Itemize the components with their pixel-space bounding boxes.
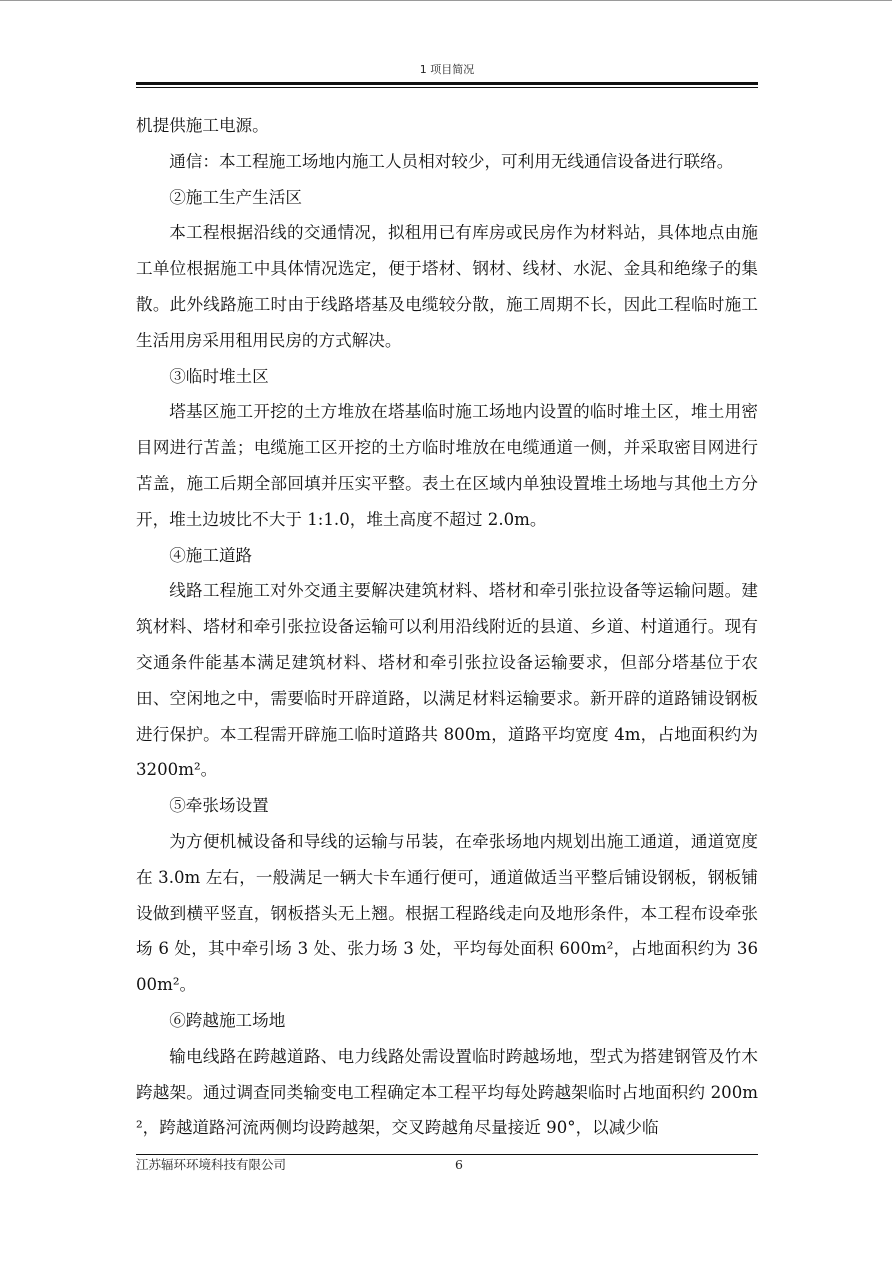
paragraph: 塔基区施工开挖的土方堆放在塔基临时施工场地内设置的临时堆土区，堆土用密目网进行苫盖；电缆施工区开挖的土方临时堆放在电缆通道一侧，并采取密目网进行苫盖，施工后期全部回填并压实平整。表土在区域内单独设置堆土场地与其他土方分开，堆土边坡比不大于 1:1.0，堆土高度不超过 2.0m。 — [136, 402, 758, 529]
footer-company: 江苏辐环环境科技有限公司 — [136, 1157, 287, 1172]
subheading: ⑤牵张场设置 — [169, 796, 269, 816]
paragraph: 通信：本工程施工场地内施工人员相对较少，可利用无线通信设备进行联络。 — [169, 151, 734, 171]
page-number: 6 — [455, 1157, 463, 1172]
paragraph: 为方便机械设备和导线的运输与吊装，在牵张场地内规划出施工通道，通道宽度在 3.0m 左右，一般满足一辆大卡车通行便可，通道做适当平整后铺设钢板，钢板铺设做到横平竖直，钢板搭头无上翘。根据工程路线走向及地形条件，本工程布设牵张场 6 处，其中牵引场 3 处、张力场 3 处，平均每处面积 600m²，占地面积约为 3600m²。 — [136, 831, 758, 995]
page-top-border — [0, 0, 892, 1]
header-rule — [136, 82, 758, 85]
paragraph: 线路工程施工对外交通主要解决建筑材料、塔材和牵引张拉设备等运输问题。建筑材料、塔材和牵引张拉设备运输可以利用沿线附近的县道、乡道、村道通行。现有交通条件能基本满足建筑材料、塔材和牵引张拉设备运输要求，但部分塔基位于农田、空闲地之中，需要临时开辟道路，以满足材料运输要求。新开辟的道路铺设钢板进行保护。本工程需开辟施工临时道路共 800m，道路平均宽度 4m，占地面积约为 3200m²。 — [136, 581, 758, 780]
subheading: ④施工道路 — [169, 545, 253, 565]
header-rule-thin — [136, 87, 758, 88]
paragraph: 机提供施工电源。 — [136, 116, 269, 135]
body-text — [136, 108, 758, 1146]
running-header: 1 项目简况 — [419, 63, 475, 76]
subheading: ③临时堆土区 — [169, 366, 269, 386]
paragraph: 输电线路在跨越道路、电力线路处需设置临时跨越场地，型式为搭建钢管及竹木跨越架。通过调查同类输变电工程确定本工程平均每处跨越架临时占地面积约 200m²，跨越道路河流两侧均设跨越架，交叉跨越角尽量接近 90°，以减少临 — [136, 1046, 758, 1138]
paragraph: 本工程根据沿线的交通情况，拟租用已有库房或民房作为材料站，具体地点由施工单位根据施工中具体情况选定，便于塔材、钢材、线材、水泥、金具和绝缘子的集散。此外线路施工时由于线路塔基及电缆较分散，施工周期不长，因此工程临时施工生活用房采用租用民房的方式解决。 — [136, 223, 758, 350]
footer-rule — [136, 1154, 758, 1155]
subheading: ⑥跨越施工场地 — [169, 1010, 286, 1030]
subheading: ②施工生产生活区 — [169, 187, 302, 207]
